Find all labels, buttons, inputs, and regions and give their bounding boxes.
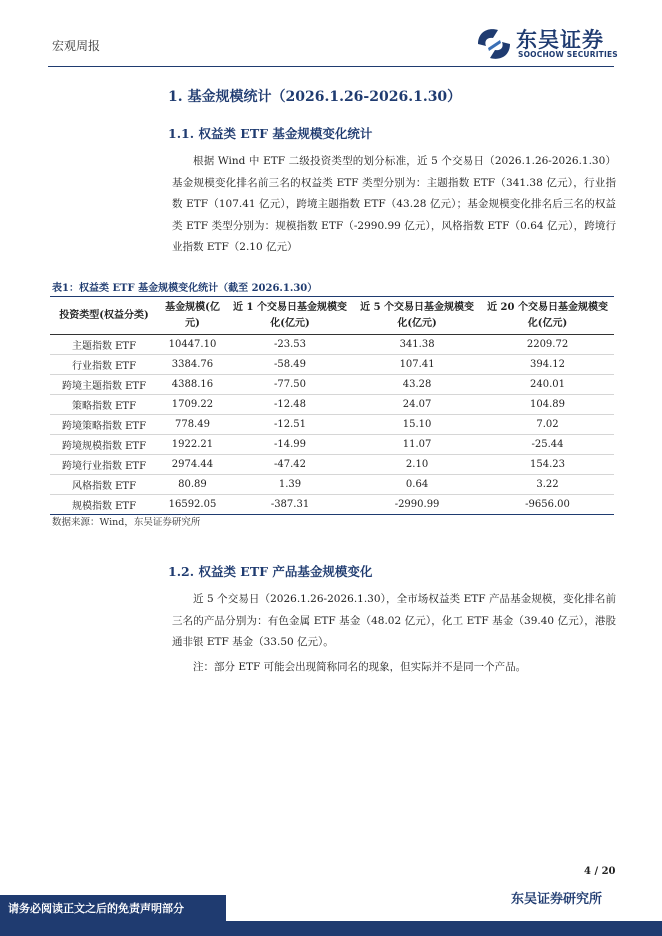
section-1-1-title: 1.1. 权益类 ETF 基金规模变化统计 [168, 126, 373, 141]
header-divider [48, 66, 614, 67]
table-cell: -2990.99 [353, 495, 481, 515]
table-cell: 341.38 [353, 335, 481, 355]
page-number: 4 / 20 [584, 866, 616, 877]
table-row [50, 415, 614, 435]
table-cell: -12.48 [227, 395, 353, 415]
table-row [50, 495, 614, 515]
table-row [50, 335, 614, 355]
table-row [50, 475, 614, 495]
table-cell: -77.50 [227, 375, 353, 395]
table-cell: 7.02 [481, 415, 614, 435]
table-cell: 主题指数 ETF [50, 335, 158, 355]
section-1-1-paragraph: 根据 Wind 中 ETF 二级投资类型的划分标准，近 5 个交易日（2026.1.26-2026.1.30）基金规模变化排名前三名的权益类 ETF 类型分别为：主题指数 ETF（341.38 亿元），行业指数 ETF（107.41 亿元），跨境主题指数 ETF（43.28 亿元）；基金规模变化排名后三名的权益类 ETF 类型分别为：规模指数 ETF（-2990.99 亿元），风格指数 ETF（0.64 亿元），跨境行业指数 ETF（2.10 亿元） [172, 155, 616, 253]
footer-institute: 东吴证券研究所 [511, 892, 603, 907]
company-logo [474, 24, 624, 64]
logo-english-name: SOOCHOW SECURITIES [518, 50, 618, 59]
table-cell: -25.44 [481, 435, 614, 455]
table-source: 数据来源：Wind，东吴证券研究所 [52, 517, 201, 528]
table-body [50, 335, 614, 515]
table-cell: -9656.00 [481, 495, 614, 515]
table-cell: 43.28 [353, 375, 481, 395]
footer-disclaimer-bar [0, 895, 226, 921]
section-1-2-body [172, 589, 616, 678]
header-investment-type: 投资类型(权益分类) [50, 297, 158, 335]
table-cell: 跨境主题指数 ETF [50, 375, 158, 395]
table-cell: 16592.05 [158, 495, 227, 515]
table-cell: 240.01 [481, 375, 614, 395]
section-1-title: 1. 基金规模统计（2026.1.26-2026.1.30） [168, 89, 462, 105]
table-cell: 风格指数 ETF [50, 475, 158, 495]
table-cell: 跨境策略指数 ETF [50, 415, 158, 435]
report-type-label: 宏观周报 [52, 39, 101, 53]
table-cell: -387.31 [227, 495, 353, 515]
section-1-2-note: 注：部分 ETF 可能会出现简称同名的现象，但实际并不是同一个产品。 [193, 660, 527, 673]
table-cell: 107.41 [353, 355, 481, 375]
table-cell: -12.51 [227, 415, 353, 435]
table-row [50, 455, 614, 475]
footer-stripe [0, 921, 662, 936]
table-cell: 1922.21 [158, 435, 227, 455]
table-cell: 11.07 [353, 435, 481, 455]
table-cell: 4388.16 [158, 375, 227, 395]
table-cell: 1.39 [227, 475, 353, 495]
table-cell: 15.10 [353, 415, 481, 435]
table-row [50, 395, 614, 415]
section-1-1-body [172, 151, 616, 259]
table-row [50, 355, 614, 375]
table-cell: 3.22 [481, 475, 614, 495]
table-header-row [50, 297, 614, 335]
table-cell: 策略指数 ETF [50, 395, 158, 415]
table-cell: 24.07 [353, 395, 481, 415]
table-cell: 80.89 [158, 475, 227, 495]
table-cell: 2.10 [353, 455, 481, 475]
table-row [50, 375, 614, 395]
table-cell: 154.23 [481, 455, 614, 475]
header-change-5d: 近 5 个交易日基金规模变化(亿元) [353, 297, 481, 335]
table-cell: 778.49 [158, 415, 227, 435]
table-cell: 394.12 [481, 355, 614, 375]
soochow-logo-icon [474, 24, 514, 64]
etf-scale-table [50, 297, 614, 515]
header-fund-scale: 基金规模(亿元) [158, 297, 227, 335]
table-cell: 2209.72 [481, 335, 614, 355]
table-cell: 规模指数 ETF [50, 495, 158, 515]
table-cell: -23.53 [227, 335, 353, 355]
table-cell: 3384.76 [158, 355, 227, 375]
table-cell: 2974.44 [158, 455, 227, 475]
section-1-2-title: 1.2. 权益类 ETF 产品基金规模变化 [168, 564, 373, 579]
table-cell: -14.99 [227, 435, 353, 455]
table-cell: 跨境行业指数 ETF [50, 455, 158, 475]
table-row [50, 435, 614, 455]
table-cell: -47.42 [227, 455, 353, 475]
table-cell: 跨境规模指数 ETF [50, 435, 158, 455]
table-cell: 行业指数 ETF [50, 355, 158, 375]
table-cell: 104.89 [481, 395, 614, 415]
header-change-20d: 近 20 个交易日基金规模变化(亿元) [481, 297, 614, 335]
table-cell: 0.64 [353, 475, 481, 495]
logo-chinese-name: 东吴证券 [516, 27, 604, 52]
table-cell: 1709.22 [158, 395, 227, 415]
section-1-2-paragraph: 近 5 个交易日（2026.1.26-2026.1.30），全市场权益类 ETF 产品基金规模，变化排名前三名的产品分别为：有色金属 ETF 基金（48.02 亿元），化工 ETF 基金（39.40 亿元），港股通非银 ETF 基金（33.50 亿元）。 [172, 593, 616, 648]
table-cell: 10447.10 [158, 335, 227, 355]
header-change-1d: 近 1 个交易日基金规模变化(亿元) [227, 297, 353, 335]
table-cell: -58.49 [227, 355, 353, 375]
footer-disclaimer-text: 请务必阅读正文之后的免责声明部分 [8, 902, 184, 915]
table-title: 表1：权益类 ETF 基金规模变化统计（截至 2026.1.30） [52, 283, 318, 294]
